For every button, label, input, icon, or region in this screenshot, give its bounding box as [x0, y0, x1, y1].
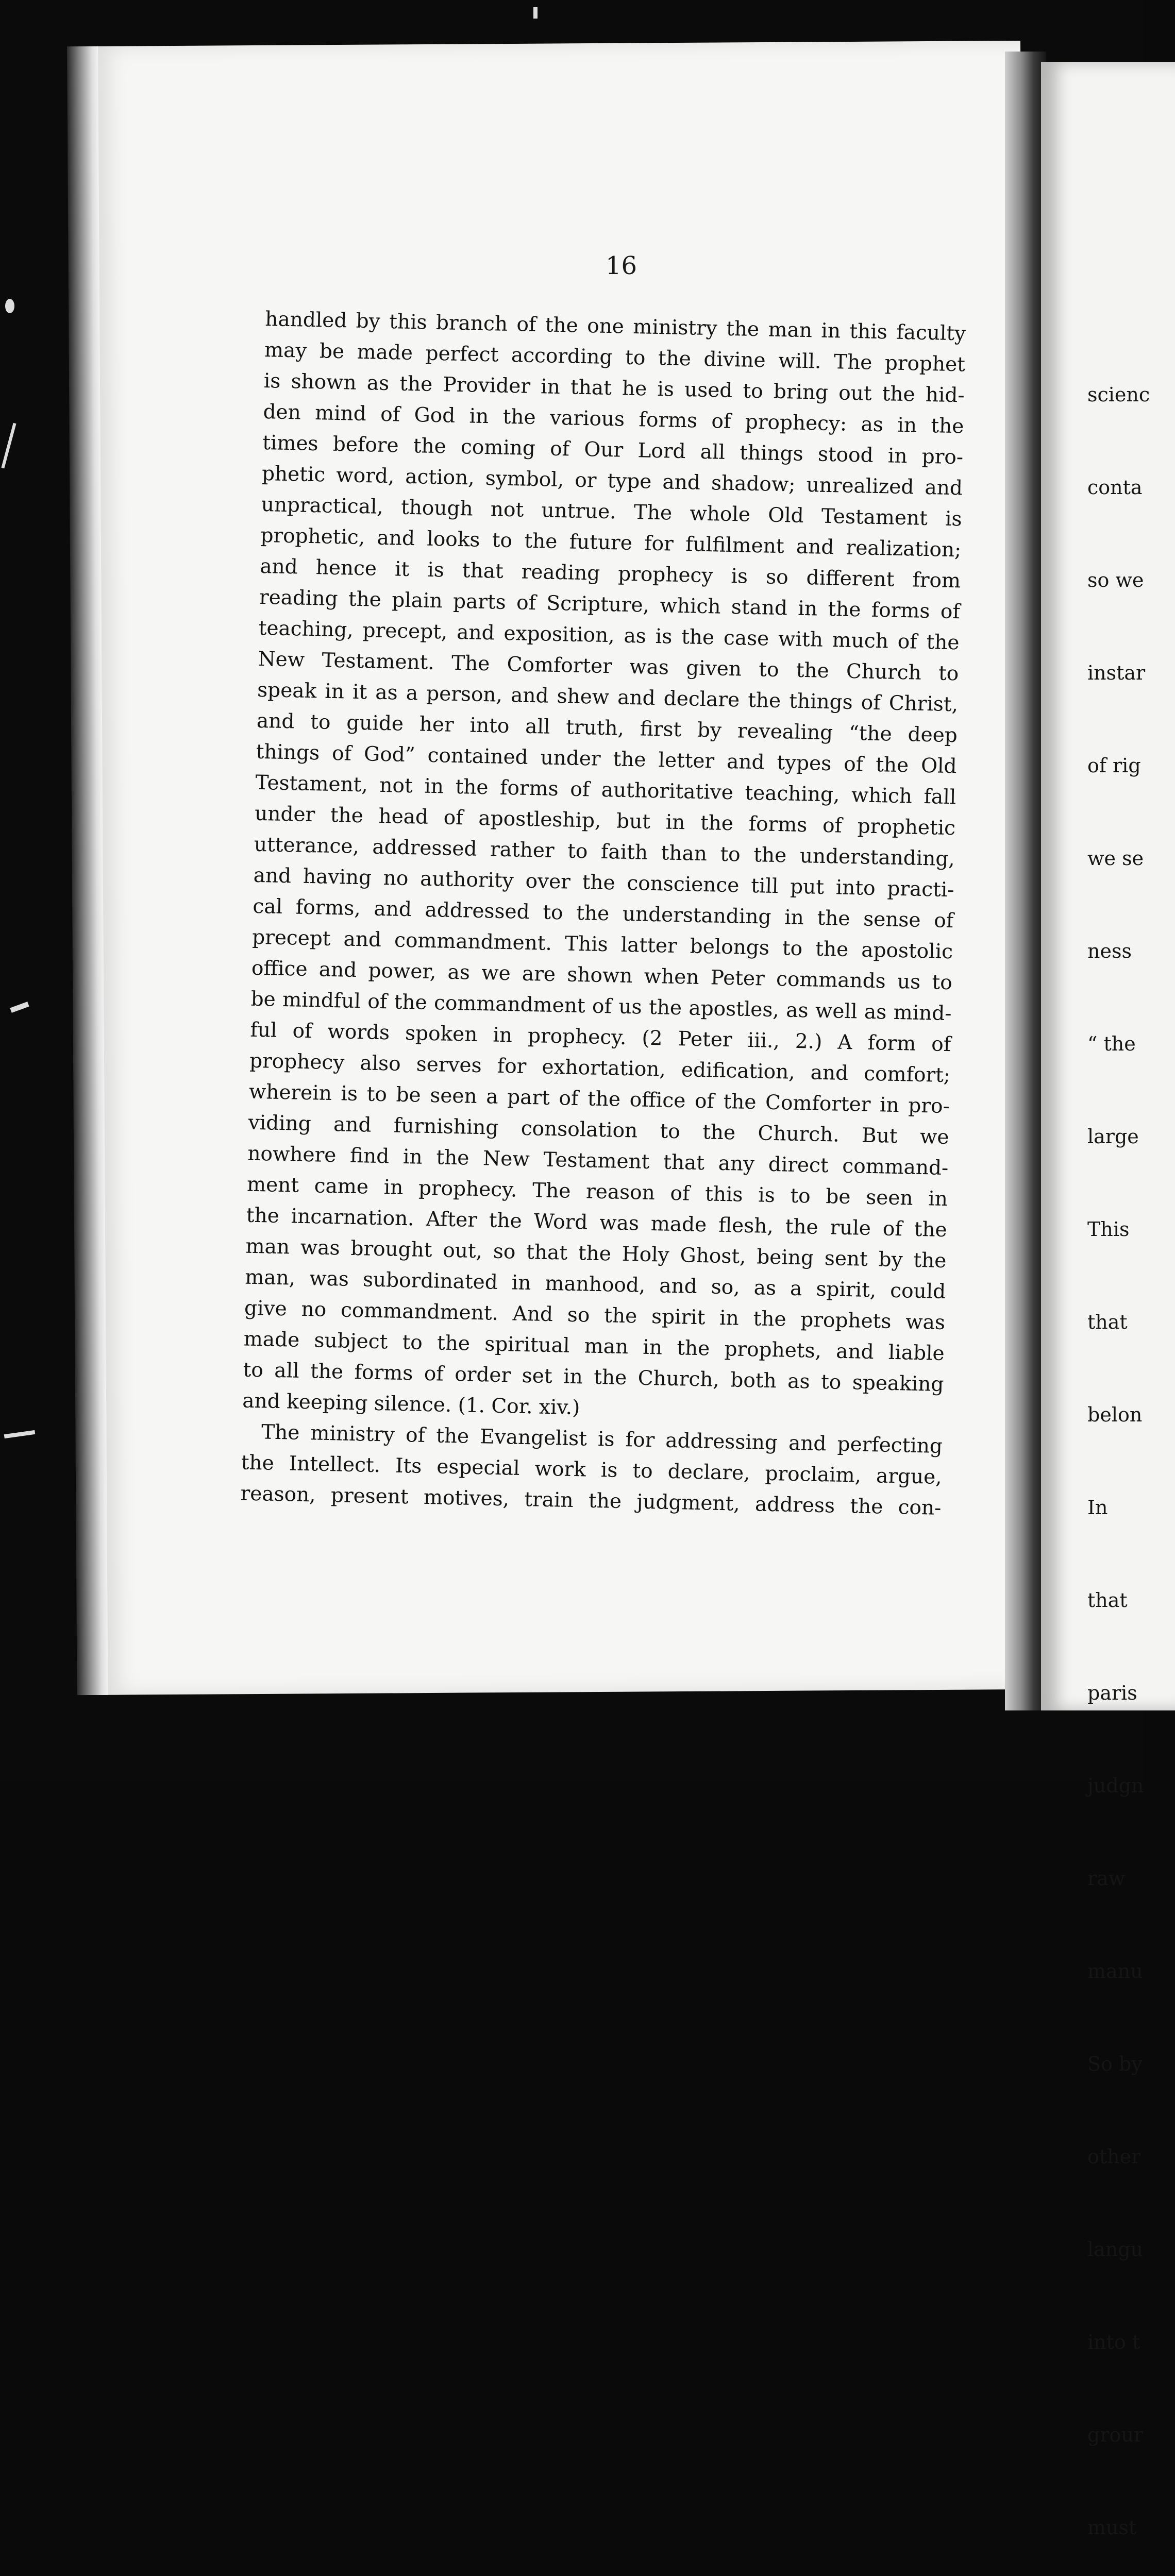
facing-text-line: ness [1087, 940, 1132, 962]
text-line: prophetic, and looks to the future for fulfilment and realization; [260, 523, 962, 562]
text-line: nowhere find in the New Testament that any direct command- [247, 1142, 949, 1180]
text-line: under the head of apostleship, but in the forms of prophetic [254, 802, 956, 840]
facing-text-line: langu [1087, 2238, 1144, 2261]
text-line: reason, present motives, train the judgment, address the con- [240, 1482, 942, 1520]
dust-speck [5, 299, 14, 313]
text-line: and hence it is that reading prophecy is so different from [259, 554, 961, 593]
facing-text-line: other [1087, 2145, 1141, 2168]
text-line: unpractical, though not untrue. The whole Old Testament is [261, 493, 963, 531]
facing-text-line: In [1087, 1496, 1108, 1519]
text-line: office and power, as we are shown when Peter commands us to [251, 956, 953, 995]
facing-text-line: so we [1087, 569, 1144, 591]
text-line: and keeping silence. (1. Cor. xiv.) [242, 1389, 580, 1420]
text-line: New Testament. The Comforter was given to the Church to [258, 647, 959, 686]
text-line: may be made perfect according to the divine will. The prophet [264, 338, 966, 377]
text-line: Testament, not in the forms of authoritative teaching, which fall [255, 771, 956, 809]
facing-text-line: belon [1087, 1403, 1143, 1426]
text-line: cal forms, and addressed to the understanding in the sense of [253, 894, 954, 933]
text-line: teaching, precept, and exposition, as is the case with much of the [258, 616, 960, 655]
facing-text-line: scienc [1087, 383, 1150, 406]
facing-text-line: So by [1087, 2053, 1143, 2075]
text-line: made subject to the spiritual man in the prophets, and liable [243, 1327, 945, 1366]
text-line: handled by this branch of the one ministry the man in this faculty [264, 307, 966, 346]
text-line: times before the coming of Our Lord all things stood in pro- [262, 431, 964, 469]
text-line: be mindful of the commandment of us the apostles, as well as mind- [250, 987, 952, 1026]
text-line: man was brought out, so that the Holy Ghost, being sent by the [245, 1234, 947, 1273]
text-line: den mind of God in the various forms of prophecy: as in the [263, 400, 964, 438]
book-gutter-shadow [1005, 52, 1046, 1710]
facing-page-text [1087, 317, 1151, 2576]
text-line: the incarnation. After the Word was made flesh, the rule of the [246, 1204, 948, 1242]
text-line: phetic word, action, symbol, or type and shadow; unrealized and [261, 462, 963, 500]
text-line: and to guide her into all truth, first by revealing “the deep [256, 709, 958, 748]
dust-speck [4, 1430, 36, 1438]
text-line: reading the plain parts of Scripture, which stand in the forms of [259, 585, 961, 624]
facing-page [1041, 62, 1175, 2539]
text-line: speak in it as a person, and shew and declare the things of Christ, [257, 678, 959, 717]
text-line: man, was subordinated in manhood, and so, as a spirit, could [244, 1265, 946, 1304]
text-line: to all the forms of order set in the Church, both as to speaking [243, 1358, 944, 1397]
facing-text-line: we se [1087, 847, 1144, 870]
facing-text-line: grour [1087, 2424, 1144, 2446]
text-line: ment came in prophecy. The reason of this is to be seen in [246, 1173, 948, 1211]
facing-text-line: raw [1087, 1867, 1126, 1890]
text-line: things of God” contained under the letter and types of the Old [256, 740, 957, 778]
facing-text-line: instar [1087, 662, 1146, 684]
facing-text-line: large [1087, 1125, 1139, 1148]
facing-text-line: manu [1087, 1960, 1143, 1982]
text-line: viding and furnishing consolation to the Church. But we [248, 1111, 949, 1149]
facing-text-line: paris [1087, 1682, 1137, 1704]
text-line: and having no authority over the conscience till put into practi- [253, 863, 954, 902]
facing-text-line: “ the [1087, 1032, 1136, 1055]
text-line: the Intellect. Its especial work is to declare, proclaim, argue, [241, 1451, 943, 1489]
dust-speck [10, 1002, 29, 1013]
text-line: prophecy also serves for exhortation, edification, and comfort; [249, 1049, 951, 1088]
text-line: give no commandment. And so the spirit in the prophets was [244, 1296, 946, 1335]
facing-text-line: conta [1087, 476, 1143, 499]
facing-text-line: into t [1087, 2331, 1140, 2353]
text-line: ful of words spoken in prophecy. (2 Peter iii., 2.) A form of [250, 1018, 951, 1057]
facing-text-line: This [1087, 1218, 1130, 1241]
facing-text-line: that [1087, 1589, 1128, 1612]
text-line: is shown as the Provider in that he is used to bring out the hid- [263, 369, 965, 408]
dust-speck [1, 423, 16, 468]
page-number: 16 [606, 251, 637, 280]
page-body-text [240, 304, 966, 1524]
text-line: wherein is to be seen a part of the office of the Comforter in pro- [248, 1080, 950, 1118]
facing-text-line: judgn [1087, 1774, 1144, 1797]
facing-text-line: that [1087, 1311, 1128, 1333]
dust-speck [533, 7, 538, 19]
text-line: utterance, addressed rather to faith than to the understanding, [254, 833, 955, 871]
text-line: precept and commandment. This latter belongs to the apostolic [251, 925, 953, 964]
facing-text-line: of rig [1087, 754, 1141, 777]
text-line: The ministry of the Evangelist is for addressing and perfecting [261, 1420, 943, 1458]
facing-text-line: must [1087, 2516, 1137, 2539]
